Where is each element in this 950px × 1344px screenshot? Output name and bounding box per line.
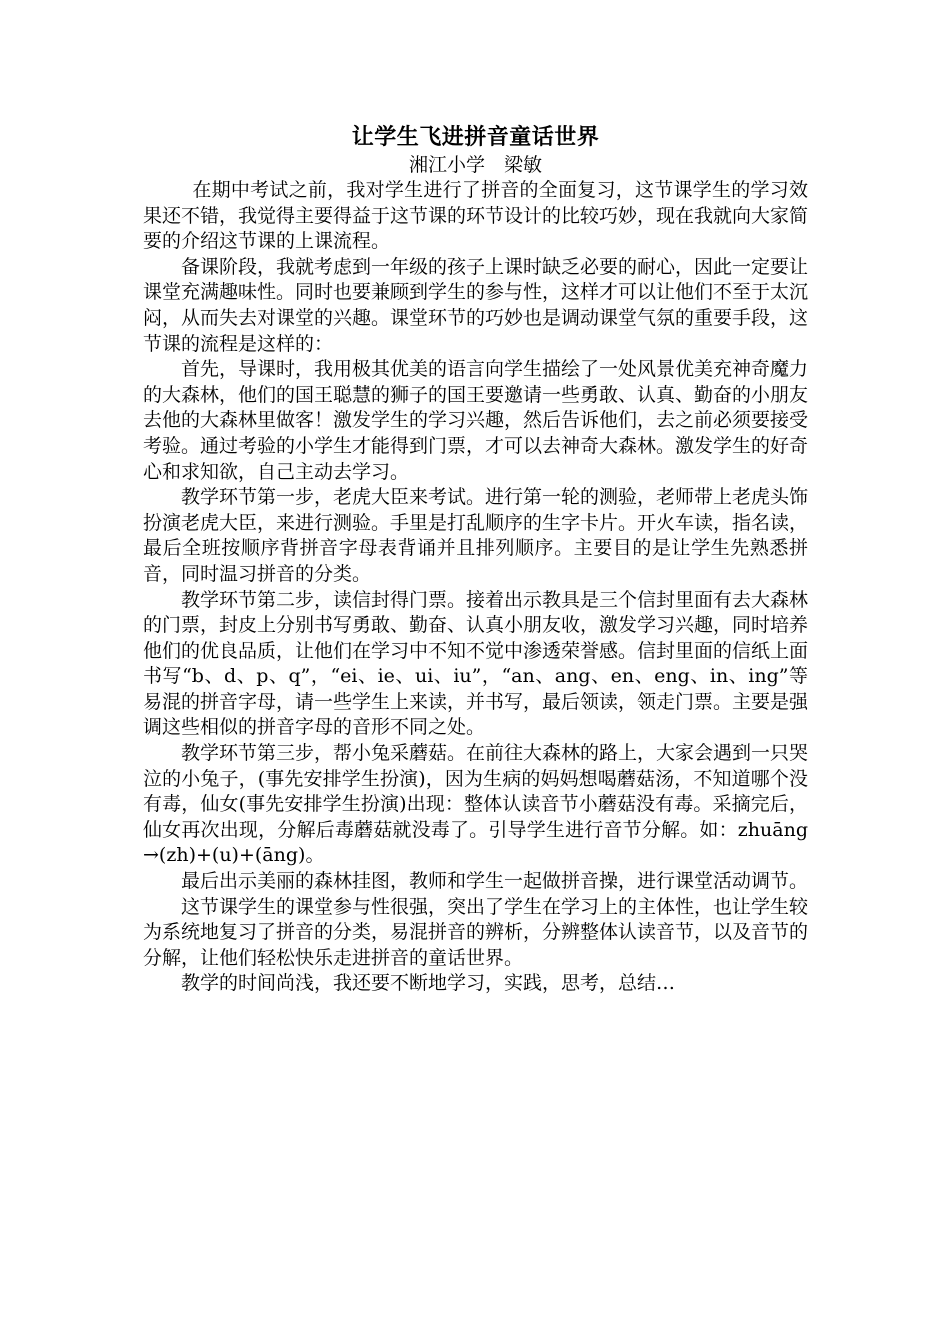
document-body: [143, 178, 808, 997]
document-author: 湘江小学 梁敏: [408, 154, 542, 176]
body-paragraph: 备课阶段，我就考虑到一年级的孩子上课时缺乏必要的耐心，因此一定要让课堂充满趣味性。同时也要兼顾到学生的参与性，这样才可以让他们不至于太沉闷，从而失去对课堂的兴趣。课堂环节的巧妙也是调动课堂气氛的重要手段，这节课的流程是这样的：: [143, 255, 809, 355]
body-paragraph: 教学环节第三步，帮小兔采蘑菇。在前往大森林的路上，大家会遇到一只哭泣的小兔子，(事先安排学生扮演)，因为生病的妈妈想喝蘑菇汤，不知道哪个没有毒，仙女(事先安排学生扮演)出现：整体认读音节小蘑菇没有毒。采摘完后，仙女再次出现，分解后毒蘑菇就没毒了。引导学生进行音节分解。如：zhuāng→(zh)+(u)+(āng)。: [143, 742, 809, 867]
body-paragraph: 教学环节第二步，读信封得门票。接着出示教具是三个信封里面有去大森林的门票，封皮上分别书写勇敢、勤奋、认真小朋友收，激发学习兴趣，同时培养他们的优良品质，让他们在学习中不知不觉中渗透荣誉感。信封里面的信纸上面书写“b、d、p、q”，“ei、ie、ui、iu”，“an、ang、en、eng、in、ing”等易混的拼音字母，请一些学生上来读，并书写，最后领读，领走门票。主要是强调这些相似的拼音字母的音形不同之处。: [143, 588, 809, 739]
body-paragraph: 这节课学生的课堂参与性很强，突出了学生在学习上的主体性，也让学生较为系统地复习了拼音的分类，易混拼音的辨析，分辨整体认读音节，以及音节的分解，让他们轻松快乐走进拼音的童话世界。: [143, 895, 809, 969]
document-title: 让学生飞进拼音童话世界: [351, 124, 600, 150]
body-paragraph: 教学的时间尚浅，我还要不断地学习，实践，思考，总结…: [181, 972, 676, 995]
document-page: [143, 122, 808, 997]
body-paragraph: 在期中考试之前，我对学生进行了拼音的全面复习，这节课学生的学习效果还不错，我觉得主要得益于这节课的环节设计的比较巧妙，现在我就向大家简要的介绍这节课的上课流程。: [143, 179, 809, 253]
body-paragraph: 最后出示美丽的森林挂图，教师和学生一起做拼音操，进行课堂活动调节。: [181, 870, 809, 893]
body-paragraph: 首先，导课时，我用极其优美的语言向学生描绘了一处风景优美充神奇魔力的大森林，他们的国王聪慧的狮子的国王要邀请一些勇敢、认真、勤奋的小朋友去他的大森林里做客！激发学生的学习兴趣，然后告诉他们，去之前必须要接受考验。通过考验的小学生才能得到门票，才可以去神奇大森林。激发学生的好奇心和求知欲，自己主动去学习。: [143, 358, 809, 483]
body-paragraph: 教学环节第一步，老虎大臣来考试。进行第一轮的测验，老师带上老虎头饰扮演老虎大臣，来进行测验。手里是打乱顺序的生字卡片。开火车读，指名读，最后全班按顺序背拼音字母表背诵并且排列顺序。主要目的是让学生先熟悉拼音，同时温习拼音的分类。: [143, 486, 809, 585]
